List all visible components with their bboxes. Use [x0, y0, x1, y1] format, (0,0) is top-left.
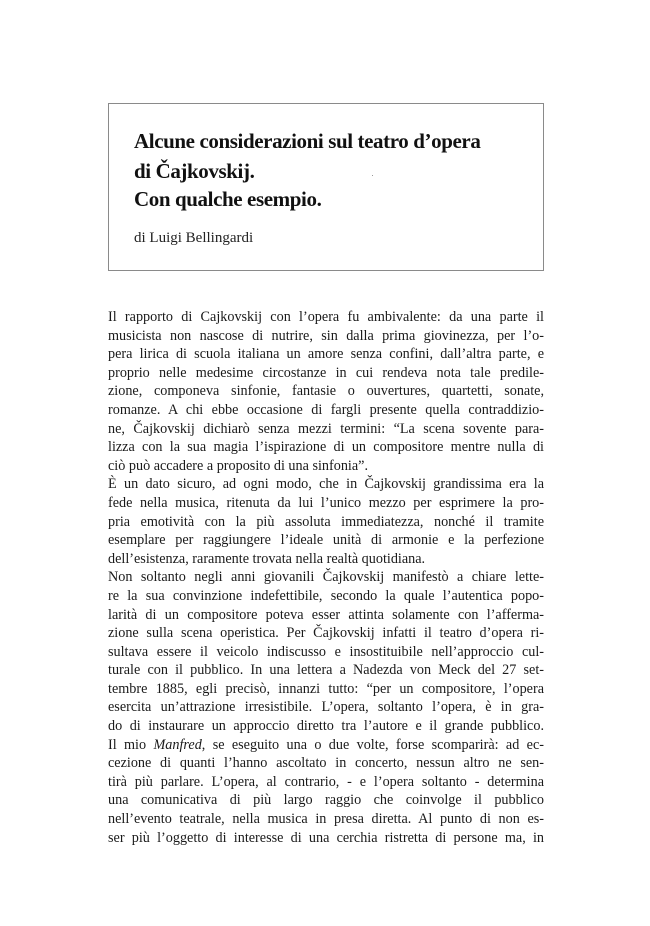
body-line: tirà più parlare. L’opera, al contrario, - e l’opera soltanto - determina: [108, 773, 544, 790]
body-line: ciò può accadere a proposito di una sinfonia”.: [108, 457, 369, 474]
body-line: tembre 1885, egli precisò, innanzi tutto: “per un compositore, l’opera: [108, 680, 544, 697]
body-line: nell’evento teatrale, nella musica in presa diretta. Al punto di non es-: [108, 811, 544, 828]
body-line: zione, componeva sinfonie, fantasie o ouvertures, quartetti, sonate,: [108, 383, 544, 400]
body-line: Non soltanto negli anni giovanili Čajkovskij manifestò a chiare lette-: [108, 569, 544, 586]
body-line: sultava essere il veicolo indiscusso e insostituibile nell’approccio cul-: [108, 643, 544, 660]
body-line: È un dato sicuro, ad ogni modo, che in Čajkovskij grandissima era la: [108, 476, 544, 493]
body-line: una comunicativa di più largo raggio che coinvolge il pubblico: [108, 792, 544, 809]
body-line: re la sua convinzione indefettibile, secondo la quale l’autentica popo-: [108, 587, 544, 604]
body-line: ser più l’oggetto di interesse di una cerchia ristretta di persone ma, in: [108, 829, 544, 846]
body-line: larità di un compositore poteva esser attinta solamente con l’afferma-: [108, 606, 544, 623]
body-line: pera lirica di scuola italiana un amore senza confini, dall’altra parte, e: [108, 346, 544, 363]
body-line: do di instaurare un approccio diretto tra l’autore e il grande pubblico.: [108, 718, 544, 735]
body-line: lizza con la sua magia l’ispirazione di un compositore mentre nulla di: [108, 439, 544, 456]
body-line: fede nella musica, ritenuta da lui l’unico mezzo per esprimere la pro-: [108, 494, 544, 511]
article-body: [108, 308, 544, 847]
body-line: turale con il pubblico. In una lettera a Nadezda von Meck del 27 set-: [108, 662, 544, 679]
body-line: ne, Čajkovskij dichiarò senza mezzi termini: “La scena sovente para-: [108, 420, 544, 437]
body-line: Il mio Manfred, se eseguito una o due volte, forse scomparirà: ad ec-: [108, 736, 544, 753]
body-line: esercita un’attrazione irresistibile. L’opera, soltanto l’opera, è in gra-: [108, 699, 544, 716]
body-line: Il rapporto di Cajkovskij con l’opera fu ambivalente: da una parte il: [108, 309, 544, 325]
article-title-line-1: Alcune considerazioni sul teatro d’opera: [134, 129, 481, 153]
body-line: musicista non nascose di nutrire, sin dalla prima giovinezza, per l’o-: [108, 327, 544, 344]
scan-speck: [372, 175, 373, 176]
body-line: zione sulla scena operistica. Per Čajkovskij infatti il teatro d’opera ri-: [108, 625, 544, 642]
body-line: dell’esistenza, raramente trovata nella realtà quotidiana.: [108, 550, 426, 567]
article-title-line-3: Con qualche esempio.: [134, 187, 322, 211]
body-line: cezione di quanti l’hanno ascoltato in concerto, nessun altro ne sen-: [108, 755, 544, 772]
article-title-line-2: di Čajkovskij.: [134, 159, 255, 183]
body-line: pria emotività con la più assoluta immediatezza, nonché il tramite: [108, 513, 544, 530]
body-line: proprio nelle medesime circostanze in cui rendeva nota tale predile-: [108, 364, 544, 381]
body-line: romanze. A chi ebbe occasione di fargli presente quella contraddizio-: [108, 401, 544, 418]
author-byline: di Luigi Bellingardi: [134, 230, 254, 246]
body-line: esemplare per raggiungere l’ideale unità di armonie e la perfezione: [108, 532, 544, 549]
